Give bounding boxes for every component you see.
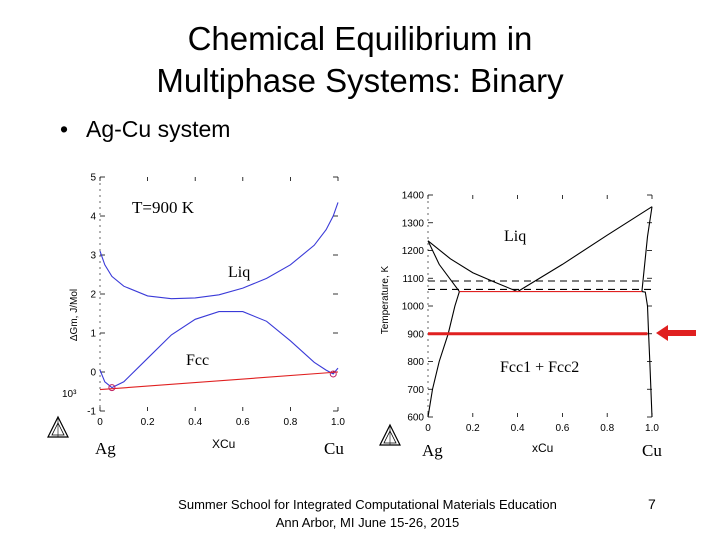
series-line [100, 312, 338, 388]
y-tick-label: 800 [407, 357, 424, 368]
y-tick-label: 1000 [401, 301, 424, 313]
thermocalc-logo-icon [380, 425, 400, 445]
series-label-fcc: Fcc [186, 352, 210, 369]
x-tick-label: 0.4 [510, 423, 525, 434]
region-label-fcc: Fcc1 + Fcc2 [500, 359, 580, 376]
series-line [428, 292, 459, 417]
series-line [642, 292, 652, 417]
title-line-1: Chemical Equilibrium in [187, 20, 533, 57]
x-end-label-ag: Ag [95, 439, 116, 458]
bullet-dot-icon: • [60, 116, 69, 142]
thermocalc-logo-icon [48, 417, 68, 437]
y-tick-label: 3 [90, 250, 96, 262]
x-end-label-ag: Ag [422, 441, 443, 460]
y-tick-label: 1200 [401, 246, 424, 257]
x-tick-label: 0.2 [465, 423, 480, 434]
series-line [642, 207, 652, 292]
series-line [428, 241, 459, 292]
slide-footer [150, 496, 585, 532]
y-tick-label: 700 [407, 384, 424, 396]
y-axis-label: ΔGm, J/Mol [69, 288, 80, 342]
bullet-item [60, 116, 230, 143]
y-tick-label: 600 [407, 412, 424, 424]
y-tick-label: -1 [87, 406, 96, 418]
y-tick-label: 4 [90, 211, 96, 223]
x-tick-label: 0.8 [600, 423, 615, 434]
y-axis-label: Temperature, K [380, 265, 391, 335]
x-tick-label: 0.6 [555, 423, 570, 434]
x-tick-label: 0 [425, 423, 431, 434]
slide-title [0, 18, 720, 102]
title-line-2: Multiphase Systems: Binary [156, 62, 564, 99]
series-line [100, 372, 338, 390]
x-end-label-cu: Cu [324, 439, 344, 458]
x-tick-label: 1.0 [645, 423, 659, 434]
y-tick-label: 1400 [401, 190, 424, 202]
footer-line-2: Ann Arbor, MI June 15-26, 2015 [275, 515, 460, 530]
gibbs-energy-chart [40, 165, 360, 465]
bullet-text: Ag-Cu system [86, 116, 231, 142]
y-multiplier-label: 10³ [62, 389, 77, 400]
y-tick-label: 2 [90, 289, 96, 301]
x-end-label-cu: Cu [642, 441, 662, 460]
y-tick-label: 1100 [402, 273, 424, 285]
x-tick-label: 0.6 [235, 417, 250, 428]
series-line [428, 241, 518, 292]
x-axis-label: xCu [532, 441, 554, 455]
x-axis-label: XCu [212, 437, 236, 451]
chart-title-temperature: T=900 K [132, 198, 194, 217]
x-tick-label: 0.8 [283, 417, 298, 428]
x-tick-label: 0 [97, 417, 103, 428]
y-tick-label: 0 [90, 367, 96, 379]
y-tick-label: 1300 [401, 218, 424, 230]
page-number: 7 [648, 496, 656, 512]
series-line [518, 207, 652, 292]
arrow-left-icon [656, 325, 696, 341]
x-tick-label: 0.4 [188, 417, 203, 428]
gibbs-plot-area [87, 173, 345, 429]
x-tick-label: 0.2 [140, 417, 155, 428]
y-tick-label: 900 [407, 329, 424, 341]
region-label-liq: Liq [504, 228, 527, 245]
footer-line-1: Summer School for Integrated Computational Materials Education [178, 497, 557, 512]
x-tick-label: 1.0 [331, 417, 345, 428]
series-label-liq: Liq [228, 264, 251, 281]
y-tick-label: 5 [90, 172, 96, 184]
phase-plot-area [402, 191, 660, 435]
y-tick-label: 1 [90, 328, 96, 340]
phase-diagram-chart [370, 175, 715, 465]
